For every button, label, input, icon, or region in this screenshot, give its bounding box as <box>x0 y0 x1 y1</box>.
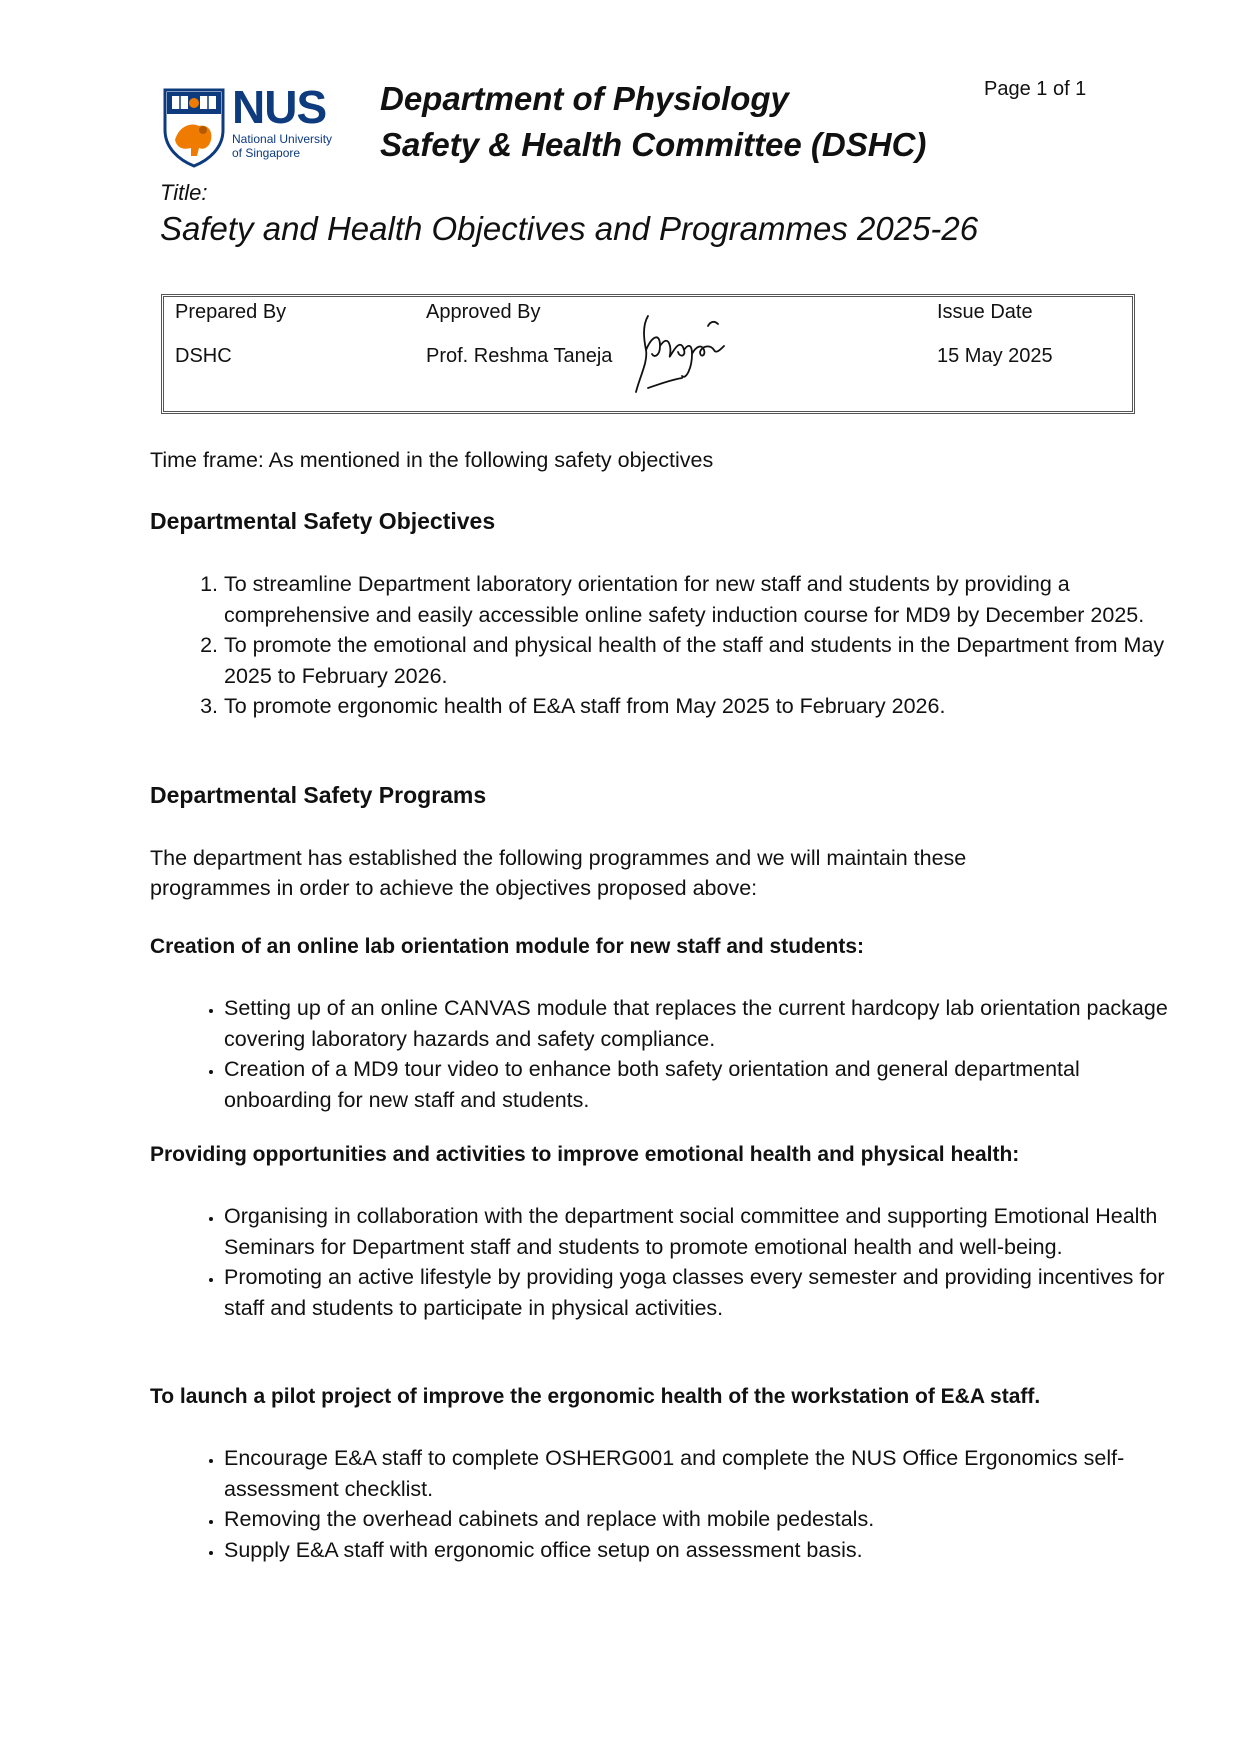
logo-main-text: NUS <box>232 81 327 133</box>
list-item: • Supply E&A staff with ergonomic office setup on assessment basis. <box>224 1535 1174 1566</box>
list-item: • Removing the overhead cabinets and replace with mobile pedestals. <box>224 1504 1174 1535</box>
issue-date-value: 15 May 2025 <box>937 345 1053 367</box>
programs-intro: The department has established the following programmes and we will maintain these programmes in order to achieve the objectives proposed above: <box>150 846 967 900</box>
objectives-heading: Departmental Safety Objectives <box>150 508 496 534</box>
nus-logo <box>232 82 332 160</box>
committee-name: Safety & Health Committee (DSHC) <box>380 126 927 163</box>
program-group-1-title: Creation of an online lab orientation module for new staff and students: <box>150 935 865 958</box>
program-group-3-title: To launch a pilot project of improve the ergonomic health of the workstation of E&A staff. <box>150 1385 1041 1408</box>
prepared-by-label: Prepared By <box>175 301 287 323</box>
department-heading <box>380 76 926 168</box>
program-group-2-list <box>150 1201 1179 1323</box>
document-title: Safety and Health Objectives and Programmes 2025-26 <box>160 210 979 247</box>
approved-by-value: Prof. Reshma Taneja <box>426 345 613 367</box>
time-frame-text: Time frame: As mentioned in the following safety objectives <box>150 448 714 472</box>
list-item: • Setting up of an online CANVAS module that replaces the current hardcopy lab orientation package covering laboratory hazards and safety compliance. <box>224 993 1174 1054</box>
list-item: • Organising in collaboration with the department social committee and supporting Emotional Health Seminars for Department staff and students to promote emotional health and well-being. <box>224 1201 1179 1262</box>
logo-sub-text-2: of Singapore <box>232 146 301 160</box>
objectives-list <box>150 569 1174 722</box>
objective-item: 1. To streamline Department laboratory orientation for new staff and students by providing a comprehensive and easily accessible online safety induction course for MD9 by December 2025. <box>224 569 1174 630</box>
list-item: • Creation of a MD9 tour video to enhance both safety orientation and general departmental onboarding for new staff and students. <box>224 1054 1174 1115</box>
programs-heading: Departmental Safety Programs <box>150 782 487 808</box>
logo-sub-text-1: National University <box>232 132 333 146</box>
objective-item: 2. To promote the emotional and physical health of the staff and students in the Department from May 2025 to February 2026. <box>224 630 1174 691</box>
list-item: • Encourage E&A staff to complete OSHERG001 and complete the NUS Office Ergonomics self-assessment checklist. <box>224 1443 1174 1504</box>
prepared-by-value: DSHC <box>175 345 232 367</box>
issue-date-label: Issue Date <box>937 301 1033 323</box>
signature-image <box>630 306 740 398</box>
list-item: • Promoting an active lifestyle by providing yoga classes every semester and providing incentives for staff and students to participate in physical activities. <box>224 1262 1179 1323</box>
department-name: Department of Physiology <box>380 80 789 117</box>
objective-item: 3. To promote ergonomic health of E&A staff from May 2025 to February 2026. <box>224 691 1174 722</box>
nus-crest-icon <box>163 88 225 168</box>
program-group-3-list <box>150 1443 1174 1565</box>
program-group-1-list <box>150 993 1174 1115</box>
approved-by-label: Approved By <box>426 301 541 323</box>
program-group-2-title: Providing opportunities and activities to improve emotional health and physical health: <box>150 1143 1020 1166</box>
title-label: Title: <box>160 180 208 205</box>
page-number: Page 1 of 1 <box>984 78 1087 100</box>
